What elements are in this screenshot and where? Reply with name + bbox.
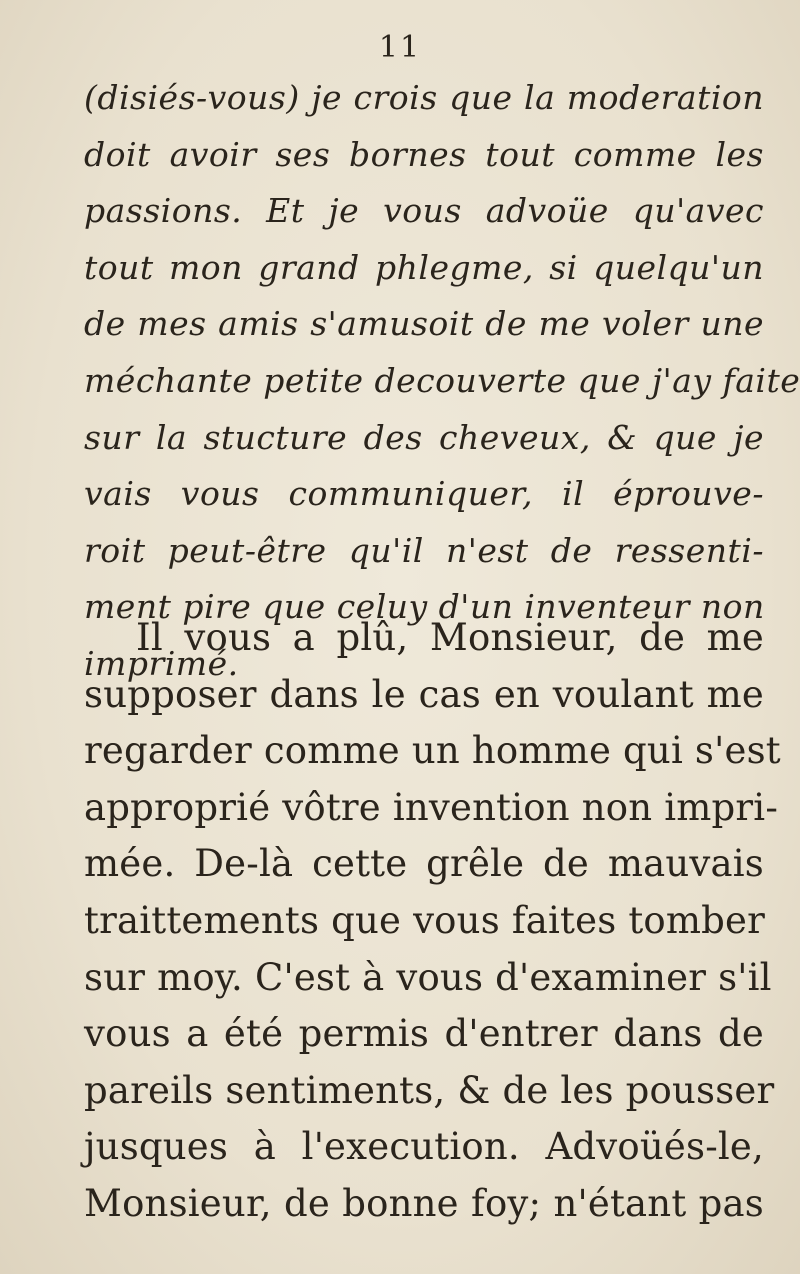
- text-line: vous a été permis d'entrer dans de: [84, 1012, 764, 1056]
- text-line: sur moy. C'est à vous d'examiner s'il: [84, 955, 772, 999]
- text-line: doit avoir ses bornes tout comme les: [84, 134, 764, 174]
- text-line: vais vous communiquer, il éprouve-: [84, 474, 764, 514]
- italic-quotation-block: [84, 70, 800, 693]
- text-line: tout mon grand phlegme, si quelqu'un: [84, 247, 764, 287]
- text-line: méchante petite decouverte que j'ay faite: [84, 360, 800, 400]
- text-line: (disiés-vous) je crois que la moderation: [84, 78, 764, 117]
- text-line: traittements que vous faites tomber: [84, 898, 766, 942]
- text-line: supposer dans le cas en voulant me: [84, 672, 764, 716]
- text-line: ment pire que celuy d'un inventeur non: [84, 587, 765, 627]
- text-line: jusques à l'execution. Advoüés-le,: [84, 1125, 764, 1169]
- page-number: 11: [378, 30, 422, 65]
- text-line: passions. Et je vous advoüe qu'avec: [84, 191, 764, 231]
- text-line: sur la stucture des cheveux, & que je: [84, 417, 764, 457]
- body-paragraph: [84, 610, 781, 1233]
- text-line: mée. De-là cette grêle de mauvais: [84, 842, 764, 886]
- text-line: approprié vôtre invention non impri-: [84, 785, 779, 829]
- text-line: imprimé.: [84, 643, 239, 683]
- text-line: Monsieur, de bonne foy; n'étant pas: [84, 1181, 764, 1225]
- text-line: regarder comme un homme qui s'est: [84, 729, 781, 773]
- text-line: pareils sentiments, & de les pousser: [84, 1068, 775, 1112]
- text-line: Il vous a plû, Monsieur, de me: [136, 616, 764, 659]
- text-line: de mes amis s'amusoit de me voler une: [84, 304, 764, 344]
- text-line: roit peut-être qu'il n'est de ressenti-: [84, 530, 764, 570]
